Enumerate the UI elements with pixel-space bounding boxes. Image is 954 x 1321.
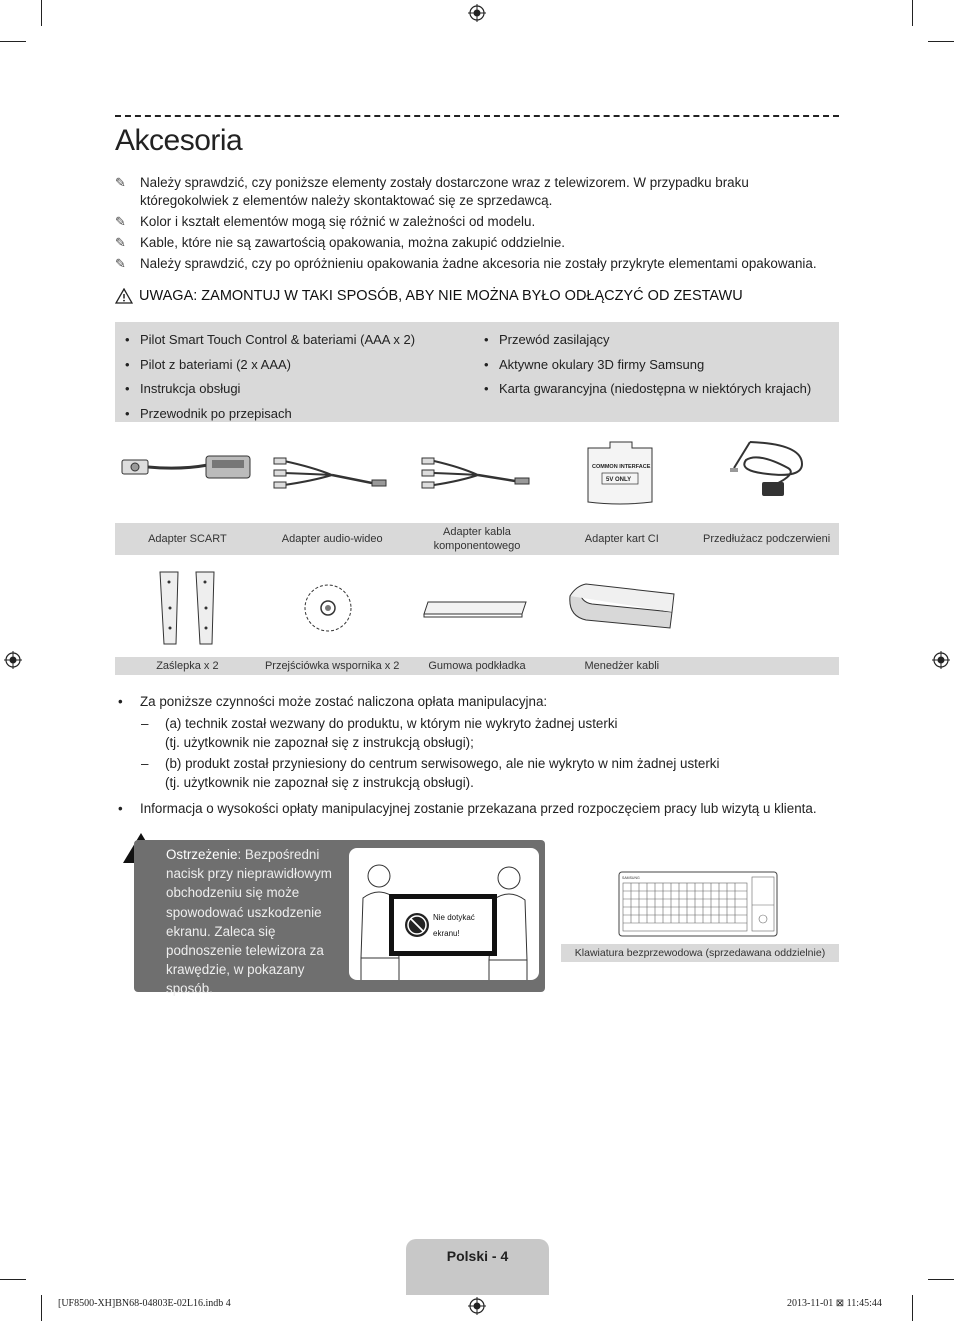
fee-section bbox=[115, 692, 839, 818]
caution-box bbox=[134, 840, 545, 997]
ci-card-text: COMMON INTERFACE bbox=[592, 464, 651, 470]
pencil-note-icon: ✎ bbox=[115, 256, 126, 271]
pencil-note-icon: ✎ bbox=[115, 214, 126, 229]
warning-heading: UWAGA: ZAMONTUJ W TAKI SPOSÓB, ABY NIE MOŻNA BYŁO ODŁĄCZYĆ OD ZESTAWU bbox=[115, 288, 839, 304]
accessory-label: Przejściówka wspornika x 2 bbox=[264, 660, 400, 672]
warning-triangle-icon bbox=[115, 288, 133, 304]
page-number: Polski - 4 bbox=[406, 1239, 549, 1295]
contents-left-column bbox=[115, 328, 415, 427]
keyboard-brand: SAMSUNG bbox=[622, 876, 640, 880]
list-item: – (a) technik został wezwany do produktu, w którym nie wykryto żadnej usterki (tj. użytkownik nie zapoznał się z instrukcją obsługi); bbox=[141, 716, 618, 750]
crop-mark bbox=[912, 1295, 913, 1321]
accessory-label: Adapter kabla komponentowego bbox=[433, 526, 521, 552]
ci-card-text: 5V ONLY bbox=[606, 477, 632, 483]
contents-right-column bbox=[474, 328, 811, 402]
component-adapter-image bbox=[420, 455, 532, 491]
accessory-label: Adapter SCART bbox=[148, 533, 227, 545]
crop-mark bbox=[41, 1295, 42, 1321]
list-item: • Karta gwarancyjna (niedostępna w niektórych krajach) bbox=[474, 377, 811, 402]
wireless-keyboard-image bbox=[618, 871, 778, 937]
accessory-label: Zaślepka x 2 bbox=[156, 660, 219, 672]
crop-mark bbox=[912, 0, 913, 26]
registration-mark-icon bbox=[468, 4, 486, 22]
accessory-label-row bbox=[115, 523, 839, 555]
accessory-label: Adapter audio-wideo bbox=[281, 533, 383, 545]
accessory-label-row bbox=[115, 657, 839, 675]
note-item: ✎ Należy sprawdzić, czy po opróżnieniu opakowania żadne akcesoria nie zostały przykryte elementami opakowania. bbox=[115, 256, 817, 271]
list-item: • Instrukcja obsługi bbox=[115, 377, 415, 402]
registration-mark-icon bbox=[932, 651, 950, 669]
list-item: – (b) produkt został przyniesiony do centrum serwisowego, ale nie wykryto w nim żadnej usterki (tj. użytkownik nie zapoznał się z instrukcją obsługi). bbox=[141, 756, 720, 790]
list-item: • Aktywne okulary 3D firmy Samsung bbox=[474, 353, 811, 378]
list-item: • Pilot z bateriami (2 x AAA) bbox=[115, 353, 415, 378]
pencil-note-icon: ✎ bbox=[115, 235, 126, 250]
footer-timestamp: 2013-11-01 ⊠ 11:45:44 bbox=[787, 1298, 882, 1309]
note-item: ✎ Kolor i kształt elementów mogą się różnić w zależności od modelu. bbox=[115, 214, 536, 229]
list-item: • Przewód zasilający bbox=[474, 328, 811, 353]
crop-mark bbox=[41, 0, 42, 26]
accessory-label: Menedżer kabli bbox=[584, 660, 660, 672]
footer-file-info: [UF8500-XH]BN68-04803E-02L16.indb 4 bbox=[58, 1298, 231, 1309]
scart-adapter-image bbox=[120, 448, 256, 488]
caution-text: Ostrzeżenie: Bezpośredni nacisk przy nieprawidłowym obchodzeniu się może spowodować uszkodzenie ekranu. Zaleca się podnoszenie telewizora za krawędzie, w pokazany sposób. bbox=[166, 847, 332, 997]
list-item: • Informacja o wysokości opłaty manipulacyjnej zostanie przekazana przed rozpoczęciem pracy lub wizytą u klienta. bbox=[118, 801, 817, 816]
note-item: ✎ Kable, które nie są zawartością opakowania, można zakupić oddzielnie. bbox=[115, 235, 566, 250]
list-item: • Przewodnik po przepisach bbox=[115, 402, 415, 427]
keyboard-label: Klawiatura bezprzewodowa (sprzedawana oddzielnie) bbox=[561, 944, 839, 962]
accessory-label: Adapter kart CI bbox=[584, 533, 659, 545]
screen-warning-text: Nie dotykać bbox=[433, 913, 475, 922]
lifting-tv-image bbox=[349, 848, 539, 980]
notes-list bbox=[115, 174, 839, 276]
cover-plates-image bbox=[156, 568, 218, 648]
list-item: • Za poniższe czynności może zostać naliczona opłata manipulacyjna: bbox=[118, 694, 548, 709]
rubber-pad-image bbox=[422, 598, 532, 620]
page-title: Akcesoria bbox=[115, 124, 243, 157]
screen-warning-text: ekranu! bbox=[433, 929, 460, 938]
ir-extender-image bbox=[728, 438, 806, 504]
accessory-label bbox=[694, 657, 839, 675]
crop-mark bbox=[0, 41, 26, 42]
accessory-label: Przedłużacz podczerwieni bbox=[703, 533, 831, 545]
accessory-label: Gumowa podkładka bbox=[428, 660, 526, 672]
note-item: ✎ Należy sprawdzić, czy poniższe elementy zostały dostarczone wraz z telewizorem. W przypadku braku któregokolwiek z elementów należy skontaktować się ze sprzedawcą. bbox=[115, 175, 749, 208]
registration-mark-icon bbox=[4, 651, 22, 669]
crop-mark bbox=[928, 1279, 954, 1280]
bracket-adapter-image bbox=[302, 582, 354, 634]
crop-mark bbox=[928, 41, 954, 42]
ci-card-adapter-image bbox=[586, 440, 656, 506]
lifting-illustration bbox=[349, 848, 539, 980]
cable-manager-image bbox=[566, 582, 676, 634]
dashed-rule bbox=[115, 115, 839, 117]
crop-mark bbox=[0, 1279, 26, 1280]
av-adapter-image bbox=[272, 455, 390, 491]
pencil-note-icon: ✎ bbox=[115, 175, 126, 190]
contents-box bbox=[115, 322, 839, 422]
registration-mark-icon bbox=[468, 1297, 486, 1315]
list-item: • Pilot Smart Touch Control & bateriami (AAA x 2) bbox=[115, 328, 415, 353]
